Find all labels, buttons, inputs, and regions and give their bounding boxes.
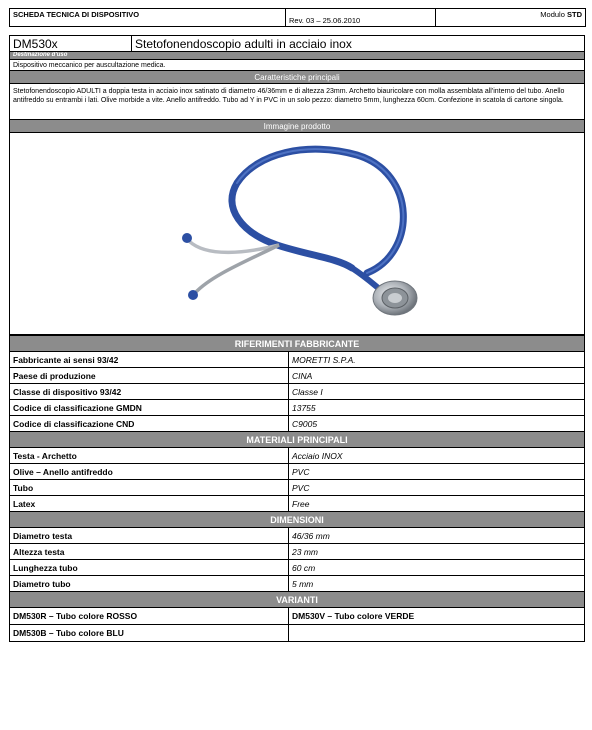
variants-heading: VARIANTI <box>10 592 585 608</box>
spec-label: Testa - Archetto <box>10 448 289 464</box>
stethoscope-image <box>167 133 427 329</box>
spec-label: Tubo <box>10 480 289 496</box>
module-code: STD <box>567 10 582 19</box>
variant-empty-cell <box>289 625 585 642</box>
spec-value: 23 mm <box>289 544 585 560</box>
spec-value: 60 cm <box>289 560 585 576</box>
spec-row <box>10 352 585 368</box>
product-table <box>9 35 585 335</box>
spec-label: Codice di classificazione GMDN <box>10 400 289 416</box>
spec-value: C9005 <box>289 416 585 432</box>
module-prefix: Modulo <box>540 10 565 19</box>
features-text: Stetofonendoscopio ADULTI a doppia testa in acciaio inox satinato di diametro 46/36mm e di altezza 23mm. Archetto biauricolare con molla assemblata all'interno del tubo. Anello antifreddo su entrambi i lati. Olive morbide a vite. Anello antifreddo. Tubo ad Y in PVC in un solo pezzo: diametro 5mm, lunghezza 60cm. Confezione in scatola di cartone singola. <box>10 84 585 120</box>
spec-value: 5 mm <box>289 576 585 592</box>
spec-value: Acciaio INOX <box>289 448 585 464</box>
spec-label: Latex <box>10 496 289 512</box>
spec-label: Classe di dispositivo 93/42 <box>10 384 289 400</box>
eartip-left <box>182 233 192 243</box>
spec-label: Olive – Anello antifreddo <box>10 464 289 480</box>
spec-label: Codice di classificazione CND <box>10 416 289 432</box>
variant-row <box>10 608 585 625</box>
spec-value: PVC <box>289 480 585 496</box>
image-heading: Immagine prodotto <box>10 120 585 133</box>
spec-row <box>10 384 585 400</box>
spec-value: PVC <box>289 464 585 480</box>
variant-item: DM530V – Tubo colore VERDE <box>289 608 585 625</box>
spec-row <box>10 416 585 432</box>
variant-item: DM530R – Tubo colore ROSSO <box>10 608 289 625</box>
spec-value: 46/36 mm <box>289 528 585 544</box>
product-image-cell <box>10 133 585 335</box>
revision-label: Rev. 03 – 25.06.2010 <box>286 9 436 27</box>
product-name: Stetofonendoscopio adulti in acciaio inox <box>132 36 585 52</box>
spec-row <box>10 576 585 592</box>
spec-label: Fabbricante ai sensi 93/42 <box>10 352 289 368</box>
spec-value: Free <box>289 496 585 512</box>
spec-row <box>10 368 585 384</box>
spec-label: Altezza testa <box>10 544 289 560</box>
materials-heading: MATERIALI PRINCIPALI <box>10 432 585 448</box>
intended-use-text: Dispositivo meccanico per auscultazione medica. <box>10 60 585 71</box>
variant-row <box>10 625 585 642</box>
dimensions-heading: DIMENSIONI <box>10 512 585 528</box>
spec-row <box>10 560 585 576</box>
features-heading: Caratteristiche principali <box>10 71 585 84</box>
spec-row <box>10 544 585 560</box>
eartip-right <box>188 290 198 300</box>
module-label <box>436 9 586 27</box>
spec-row <box>10 400 585 416</box>
datasheet <box>9 8 585 642</box>
document-title: SCHEDA TECNICA DI DISPOSITIVO <box>10 9 286 27</box>
specs-table <box>9 335 585 642</box>
spec-label: Paese di produzione <box>10 368 289 384</box>
spec-value: Classe I <box>289 384 585 400</box>
variant-item: DM530B – Tubo colore BLU <box>10 625 289 642</box>
spec-value: 13755 <box>289 400 585 416</box>
manufacturer-heading: RIFERIMENTI FABBRICANTE <box>10 336 585 352</box>
spec-row <box>10 480 585 496</box>
spec-value: CINA <box>289 368 585 384</box>
document-header <box>9 8 586 27</box>
spec-row <box>10 528 585 544</box>
spec-row <box>10 496 585 512</box>
spec-label: Lunghezza tubo <box>10 560 289 576</box>
spec-row <box>10 464 585 480</box>
product-code: DM530x <box>10 36 132 52</box>
spec-label: Diametro testa <box>10 528 289 544</box>
spec-value: MORETTI S.P.A. <box>289 352 585 368</box>
spec-label: Diametro tubo <box>10 576 289 592</box>
spec-row <box>10 448 585 464</box>
intended-use-label: Destinazione d'uso <box>10 52 585 60</box>
